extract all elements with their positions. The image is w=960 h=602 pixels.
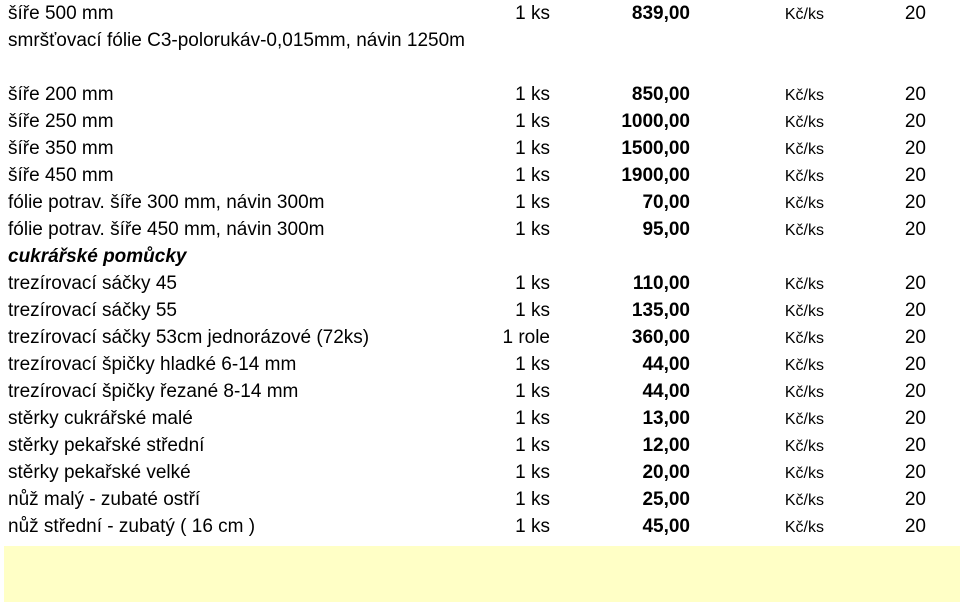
item-vat: 20 xyxy=(904,435,926,456)
item-vat: 20 xyxy=(904,192,926,213)
item-name: trezírovací sáčky 45 xyxy=(8,273,177,294)
table-row xyxy=(0,459,960,486)
table-row xyxy=(0,216,960,243)
table-row xyxy=(0,432,960,459)
highlighted-empty-row xyxy=(4,546,960,602)
item-unit: Kč/ks xyxy=(784,519,824,536)
item-vat: 20 xyxy=(904,3,926,24)
item-vat: 20 xyxy=(904,111,926,132)
item-quantity: 1 ks xyxy=(515,192,550,213)
item-group-name: smršťovací fólie C3-polorukáv-0,015mm, návin 1250m xyxy=(8,30,465,51)
item-quantity: 1 ks xyxy=(515,3,550,24)
item-quantity: 1 ks xyxy=(515,462,550,483)
item-vat: 20 xyxy=(904,84,926,105)
item-unit: Kč/ks xyxy=(784,87,824,104)
item-quantity: 1 ks xyxy=(515,408,550,429)
item-price: 25,00 xyxy=(642,489,690,510)
item-price: 70,00 xyxy=(642,192,690,213)
item-name: šíře 500 mm xyxy=(8,3,114,24)
item-vat: 20 xyxy=(904,381,926,402)
item-unit: Kč/ks xyxy=(784,114,824,131)
item-unit: Kč/ks xyxy=(784,168,824,185)
item-price: 360,00 xyxy=(631,327,690,348)
item-price: 1900,00 xyxy=(621,165,690,186)
item-name: nůž malý - zubaté ostří xyxy=(8,489,201,510)
item-price: 1000,00 xyxy=(621,111,690,132)
item-unit: Kč/ks xyxy=(784,438,824,455)
item-price: 135,00 xyxy=(631,300,690,321)
item-quantity: 1 role xyxy=(502,327,550,348)
item-unit: Kč/ks xyxy=(784,303,824,320)
item-price: 44,00 xyxy=(642,381,690,402)
item-name: trezírovací sáčky 53cm jednorázové (72ks) xyxy=(8,327,370,348)
item-price: 12,00 xyxy=(642,435,690,456)
item-vat: 20 xyxy=(904,489,926,510)
item-name: stěrky pekařské velké xyxy=(8,462,191,483)
item-vat: 20 xyxy=(904,516,926,537)
item-unit: Kč/ks xyxy=(784,492,824,509)
item-unit: Kč/ks xyxy=(784,222,824,239)
item-vat: 20 xyxy=(904,354,926,375)
item-price: 45,00 xyxy=(642,516,690,537)
item-unit: Kč/ks xyxy=(784,195,824,212)
table-row xyxy=(0,162,960,189)
item-quantity: 1 ks xyxy=(515,219,550,240)
item-vat: 20 xyxy=(904,138,926,159)
item-vat: 20 xyxy=(904,408,926,429)
item-unit: Kč/ks xyxy=(784,141,824,158)
item-quantity: 1 ks xyxy=(515,516,550,537)
item-name: stěrky pekařské střední xyxy=(8,435,205,456)
item-price: 13,00 xyxy=(642,408,690,429)
table-row xyxy=(0,27,960,81)
item-price: 1500,00 xyxy=(621,138,690,159)
item-price: 95,00 xyxy=(642,219,690,240)
table-row xyxy=(0,270,960,297)
item-quantity: 1 ks xyxy=(515,300,550,321)
item-unit: Kč/ks xyxy=(784,465,824,482)
table-row xyxy=(0,324,960,351)
item-quantity: 1 ks xyxy=(515,138,550,159)
item-vat: 20 xyxy=(904,219,926,240)
item-name: fólie potrav. šíře 450 mm, návin 300m xyxy=(8,219,325,240)
item-price: 44,00 xyxy=(642,354,690,375)
item-vat: 20 xyxy=(904,300,926,321)
item-quantity: 1 ks xyxy=(515,489,550,510)
item-name: šíře 450 mm xyxy=(8,165,114,186)
item-vat: 20 xyxy=(904,165,926,186)
item-quantity: 1 ks xyxy=(515,84,550,105)
table-row xyxy=(0,513,960,540)
table-row xyxy=(0,189,960,216)
item-quantity: 1 ks xyxy=(515,354,550,375)
item-name: šíře 250 mm xyxy=(8,111,114,132)
item-quantity: 1 ks xyxy=(515,381,550,402)
item-name: trezírovací sáčky 55 xyxy=(8,300,177,321)
item-name: stěrky cukrářské malé xyxy=(8,408,193,429)
item-quantity: 1 ks xyxy=(515,111,550,132)
item-name: nůž střední - zubatý ( 16 cm ) xyxy=(8,516,256,537)
table-row xyxy=(0,297,960,324)
table-row xyxy=(0,405,960,432)
item-quantity: 1 ks xyxy=(515,273,550,294)
table-row xyxy=(0,135,960,162)
table-row xyxy=(0,486,960,513)
item-vat: 20 xyxy=(904,327,926,348)
item-name: fólie potrav. šíře 300 mm, návin 300m xyxy=(8,192,325,213)
item-price: 20,00 xyxy=(642,462,690,483)
item-unit: Kč/ks xyxy=(784,357,824,374)
item-unit: Kč/ks xyxy=(784,411,824,428)
item-vat: 20 xyxy=(904,273,926,294)
item-unit: Kč/ks xyxy=(784,6,824,23)
category-heading: cukrářské pomůcky xyxy=(8,246,187,267)
table-row xyxy=(0,108,960,135)
item-name: šíře 200 mm xyxy=(8,84,114,105)
item-price: 850,00 xyxy=(631,84,690,105)
table-row xyxy=(0,378,960,405)
item-name: trezírovací špičky řezané 8-14 mm xyxy=(8,381,299,402)
table-row xyxy=(0,351,960,378)
item-unit: Kč/ks xyxy=(784,384,824,401)
item-price: 839,00 xyxy=(631,3,690,24)
table-row xyxy=(0,0,960,27)
item-name: šíře 350 mm xyxy=(8,138,114,159)
item-name: trezírovací špičky hladké 6-14 mm xyxy=(8,354,297,375)
table-row xyxy=(0,81,960,108)
item-vat: 20 xyxy=(904,462,926,483)
category-row xyxy=(0,243,960,270)
item-quantity: 1 ks xyxy=(515,435,550,456)
item-quantity: 1 ks xyxy=(515,165,550,186)
item-unit: Kč/ks xyxy=(784,276,824,293)
item-price: 110,00 xyxy=(632,273,690,294)
item-unit: Kč/ks xyxy=(784,330,824,347)
